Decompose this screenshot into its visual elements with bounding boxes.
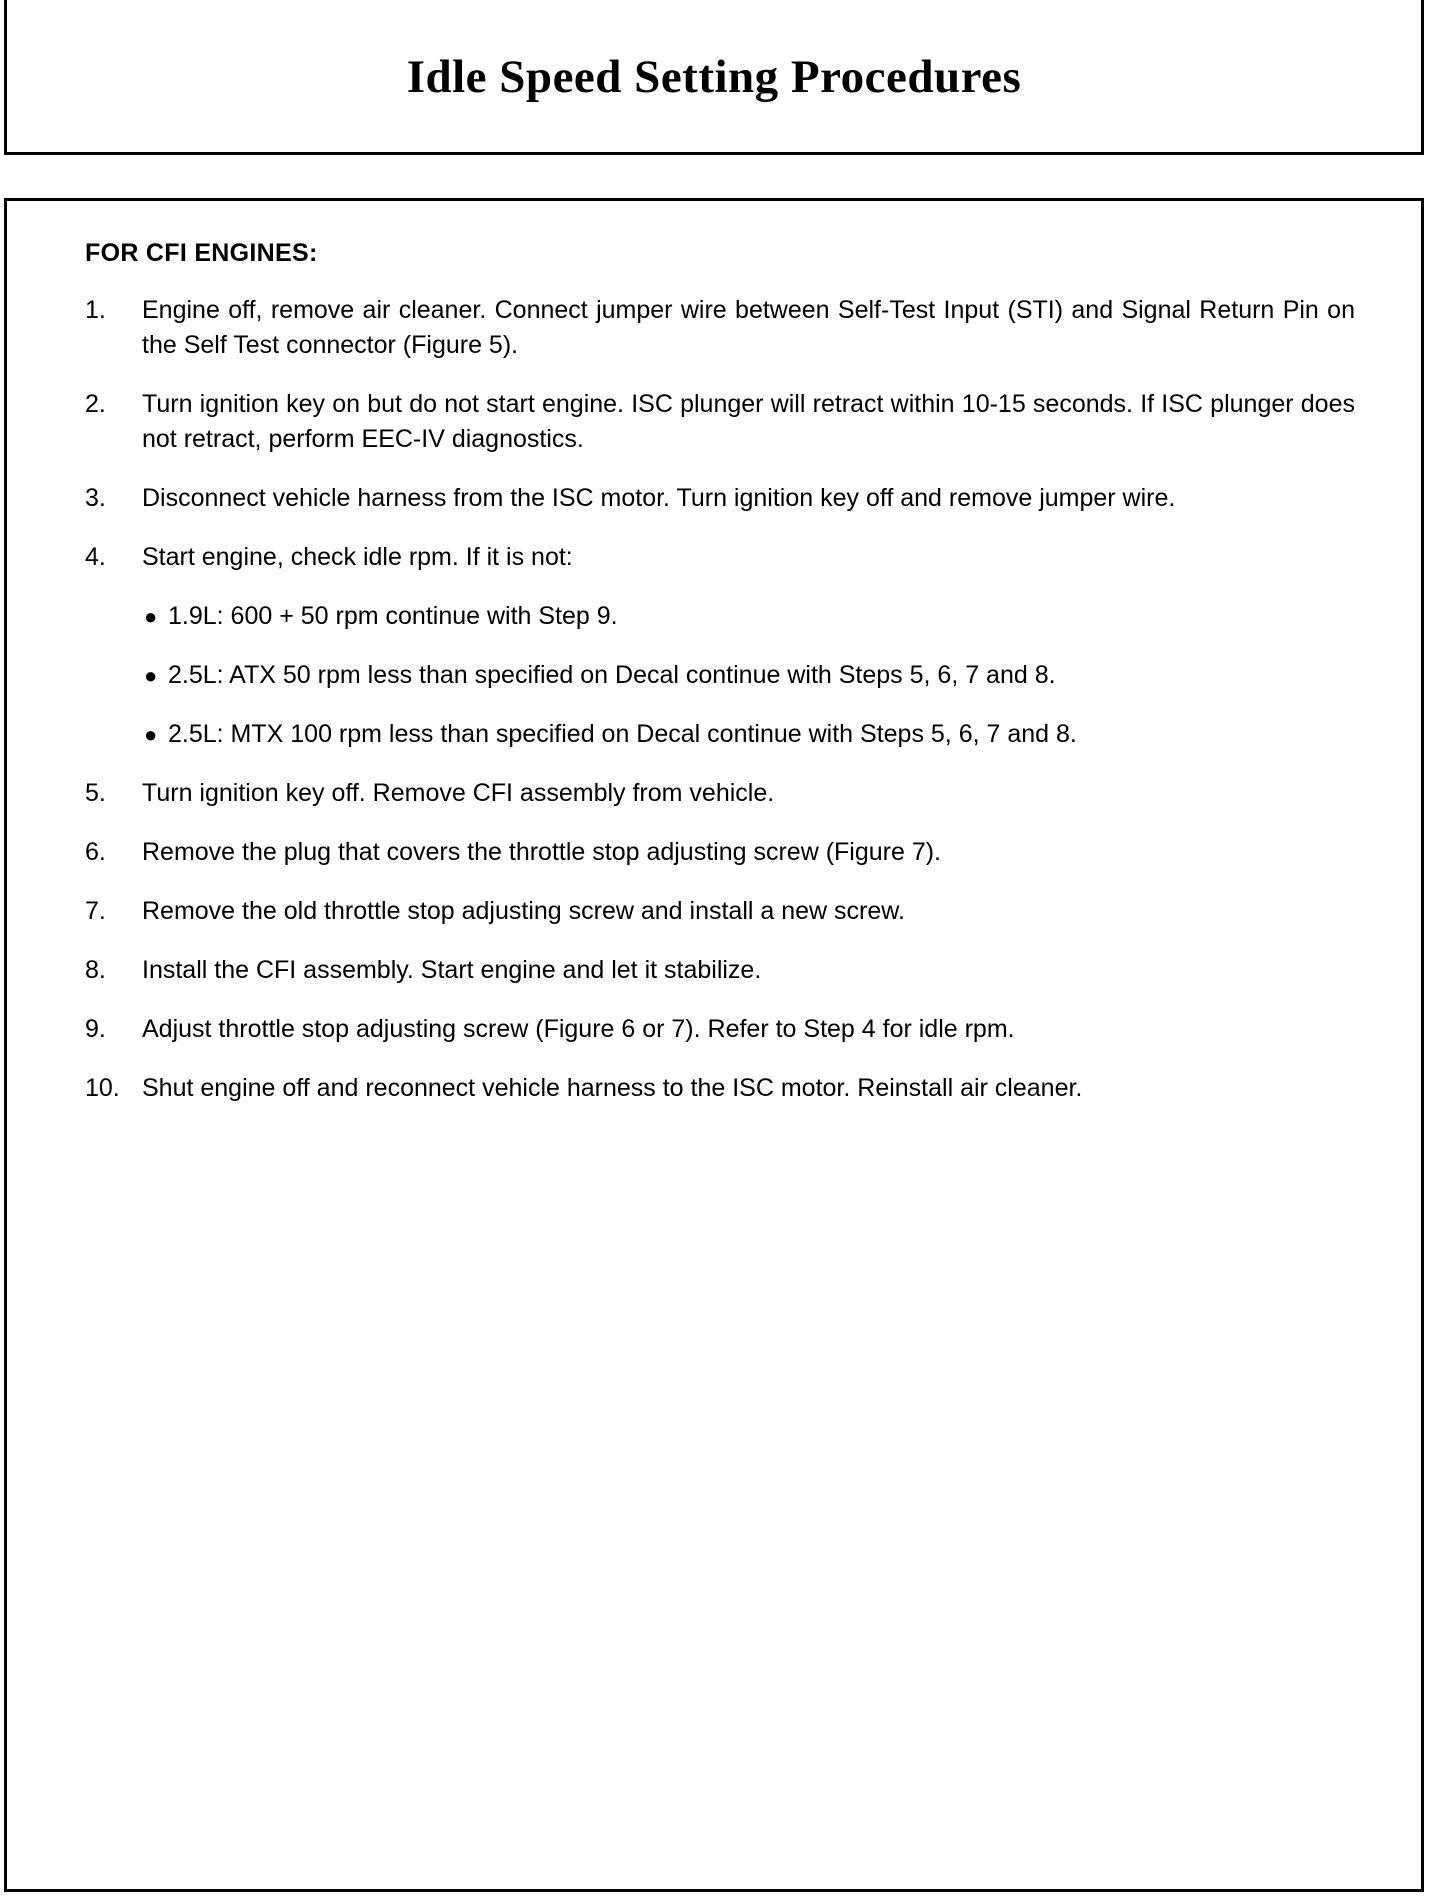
subitem: [142, 599, 1355, 634]
step-item: [85, 1012, 1355, 1047]
step-number: 8.: [85, 956, 106, 984]
step-item: [85, 540, 1355, 752]
step-text: Turn ignition key on but do not start engine. ISC plunger will retract within 10-15 seconds. If ISC plunger does not retract, perform EEC-IV diagnostics.: [142, 390, 1355, 453]
step-number: 4.: [85, 543, 106, 571]
subitem: [142, 717, 1355, 752]
step-text: Install the CFI assembly. Start engine and let it stabilize.: [142, 956, 762, 984]
title-box: [4, 0, 1424, 155]
step-text: Shut engine off and reconnect vehicle harness to the ISC motor. Reinstall air cleaner.: [142, 1074, 1083, 1102]
page-title: Idle Speed Setting Procedures: [406, 51, 1022, 103]
subitem-text: 2.5L: ATX 50 rpm less than specified on Decal continue with Steps 5, 6, 7 and 8.: [168, 661, 1056, 689]
subitem-text: 1.9L: 600 + 50 rpm continue with Step 9.: [168, 602, 618, 630]
step-number: 5.: [85, 779, 106, 807]
step-text: Turn ignition key off. Remove CFI assembly from vehicle.: [142, 779, 775, 807]
step-item: [85, 293, 1355, 363]
step-item: [85, 776, 1355, 811]
procedure-box: [4, 198, 1424, 1892]
step-text: Adjust throttle stop adjusting screw (Figure 6 or 7). Refer to Step 4 for idle rpm.: [142, 1015, 1015, 1043]
step-number: 2.: [85, 390, 106, 418]
step-item: [85, 835, 1355, 870]
step-text: Remove the old throttle stop adjusting screw and install a new screw.: [142, 897, 905, 925]
subitem: [142, 658, 1355, 693]
bullet-icon: ●: [144, 663, 158, 688]
step-text: Engine off, remove air cleaner. Connect jumper wire between Self-Test Input (STI) and Signal Return Pin on the Self Test connector (Figure 5).: [142, 296, 1355, 359]
step-text: Disconnect vehicle harness from the ISC motor. Turn ignition key off and remove jumper wire.: [142, 484, 1176, 512]
step-number: 7.: [85, 897, 106, 925]
step-item: [85, 1071, 1355, 1106]
step-number: 3.: [85, 484, 106, 512]
step-number: 1.: [85, 296, 106, 324]
step-item: [85, 953, 1355, 988]
step-item: [85, 481, 1355, 516]
step-number: 10.: [85, 1074, 120, 1102]
step-number: 9.: [85, 1015, 106, 1043]
step-number: 6.: [85, 838, 106, 866]
bullet-icon: ●: [144, 604, 158, 629]
step-item: [85, 387, 1355, 457]
section-heading: FOR CFI ENGINES:: [85, 239, 318, 267]
step-text: Start engine, check idle rpm. If it is not:: [142, 543, 573, 571]
step-item: [85, 894, 1355, 929]
steps-list: [85, 293, 1355, 1130]
bullet-icon: ●: [144, 722, 158, 747]
step-subitems: [142, 599, 1355, 752]
subitem-text: 2.5L: MTX 100 rpm less than specified on Decal continue with Steps 5, 6, 7 and 8.: [168, 720, 1077, 748]
step-text: Remove the plug that covers the throttle stop adjusting screw (Figure 7).: [142, 838, 941, 866]
